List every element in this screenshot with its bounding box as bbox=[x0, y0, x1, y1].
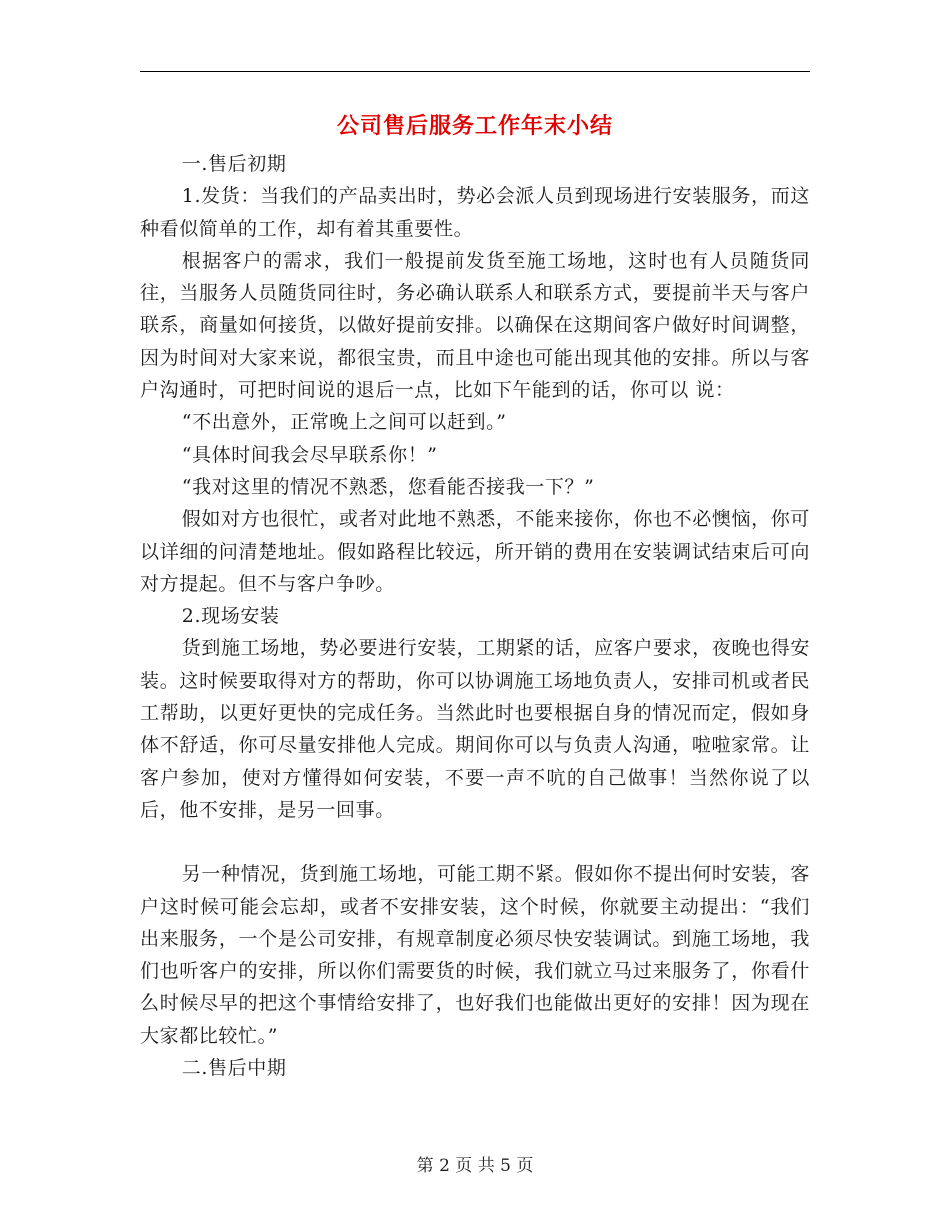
quote-line: “具体时间我会尽早联系你！” bbox=[181, 443, 438, 466]
quote-line: “我对这里的情况不熟悉，您看能否接我一下？” bbox=[181, 475, 595, 498]
section-heading-early-stage: 一.售后初期 bbox=[181, 153, 287, 175]
quote-line: “不出意外，正常晚上之间可以赶到。” bbox=[181, 411, 507, 434]
document-body bbox=[140, 148, 810, 1084]
paragraph-address: 假如对方也很忙，或者对此地不熟悉，不能来接你，你也不必懊恼，你可以详细的问清楚地址。假如路程比较远，所开销的费用在安装调试结束后可向对方提起。但不与客户争吵。 bbox=[140, 508, 810, 595]
section-heading-middle-stage: 二.售后中期 bbox=[181, 1057, 287, 1080]
document-title: 公司售后服务工作年末小结 bbox=[336, 113, 613, 139]
paragraph-customer-needs: 根据客户的需求，我们一般提前发货至施工场地，这时也有人员随货同往，当服务人员随货同往时，务必确认联系人和联系方式，要提前半天与客户联系，商量如何接货，以做好提前安排。以确保在这期间客户做好时间调整，因为时间对大家来说，都很宝贵，而且中途也可能出现其他的安排。所以与客户沟通时，可把时间说的退后一点，比如下午能到的话，你可以 说： bbox=[140, 249, 810, 402]
subsection-onsite-installation: 2.现场安装 bbox=[181, 605, 280, 628]
paragraph-installation: 货到施工场地，势必要进行安装，工期紧的话，应客户要求，夜晚也得安装。这时候要取得对方的帮助，你可以协调施工场地负责人，安排司机或者民工帮助，以更好更快的完成任务。当然此时也要根据自身的情况而定，假如身体不舒适，你可尽量安排他人完成。期间你可以与负责人沟通，啦啦家常。让客户参加，使对方懂得如何安装，不要一声不吭的自己做事！当然你说了以后，他不安排，是另一回事。 bbox=[140, 637, 810, 821]
header-rule bbox=[140, 71, 810, 72]
page-number: 第 2 页 共 5 页 bbox=[416, 1156, 534, 1176]
paragraph-another-case: 另一种情况，货到施工场地，可能工期不紧。假如你不提出何时安装，客户这时候可能会忘却，或者不安排安装，这个时候，你就要主动提出：“我们出来服务，一个是公司安排，有规章制度必须尽快安装调试。到施工场地，我们也听客户的安排，所以你们需要货的时候，我们就立马过来服务了，你看什么时候尽早的把这个事情给安排了，也好我们也能做出更好的安排！因为现在大家都比较忙。” bbox=[140, 863, 810, 1047]
subsection-shipping: 1.发货：当我们的产品卖出时，势必会派人员到现场进行安装服务，而这种看似简单的工作，却有着其重要性。 bbox=[140, 185, 810, 240]
